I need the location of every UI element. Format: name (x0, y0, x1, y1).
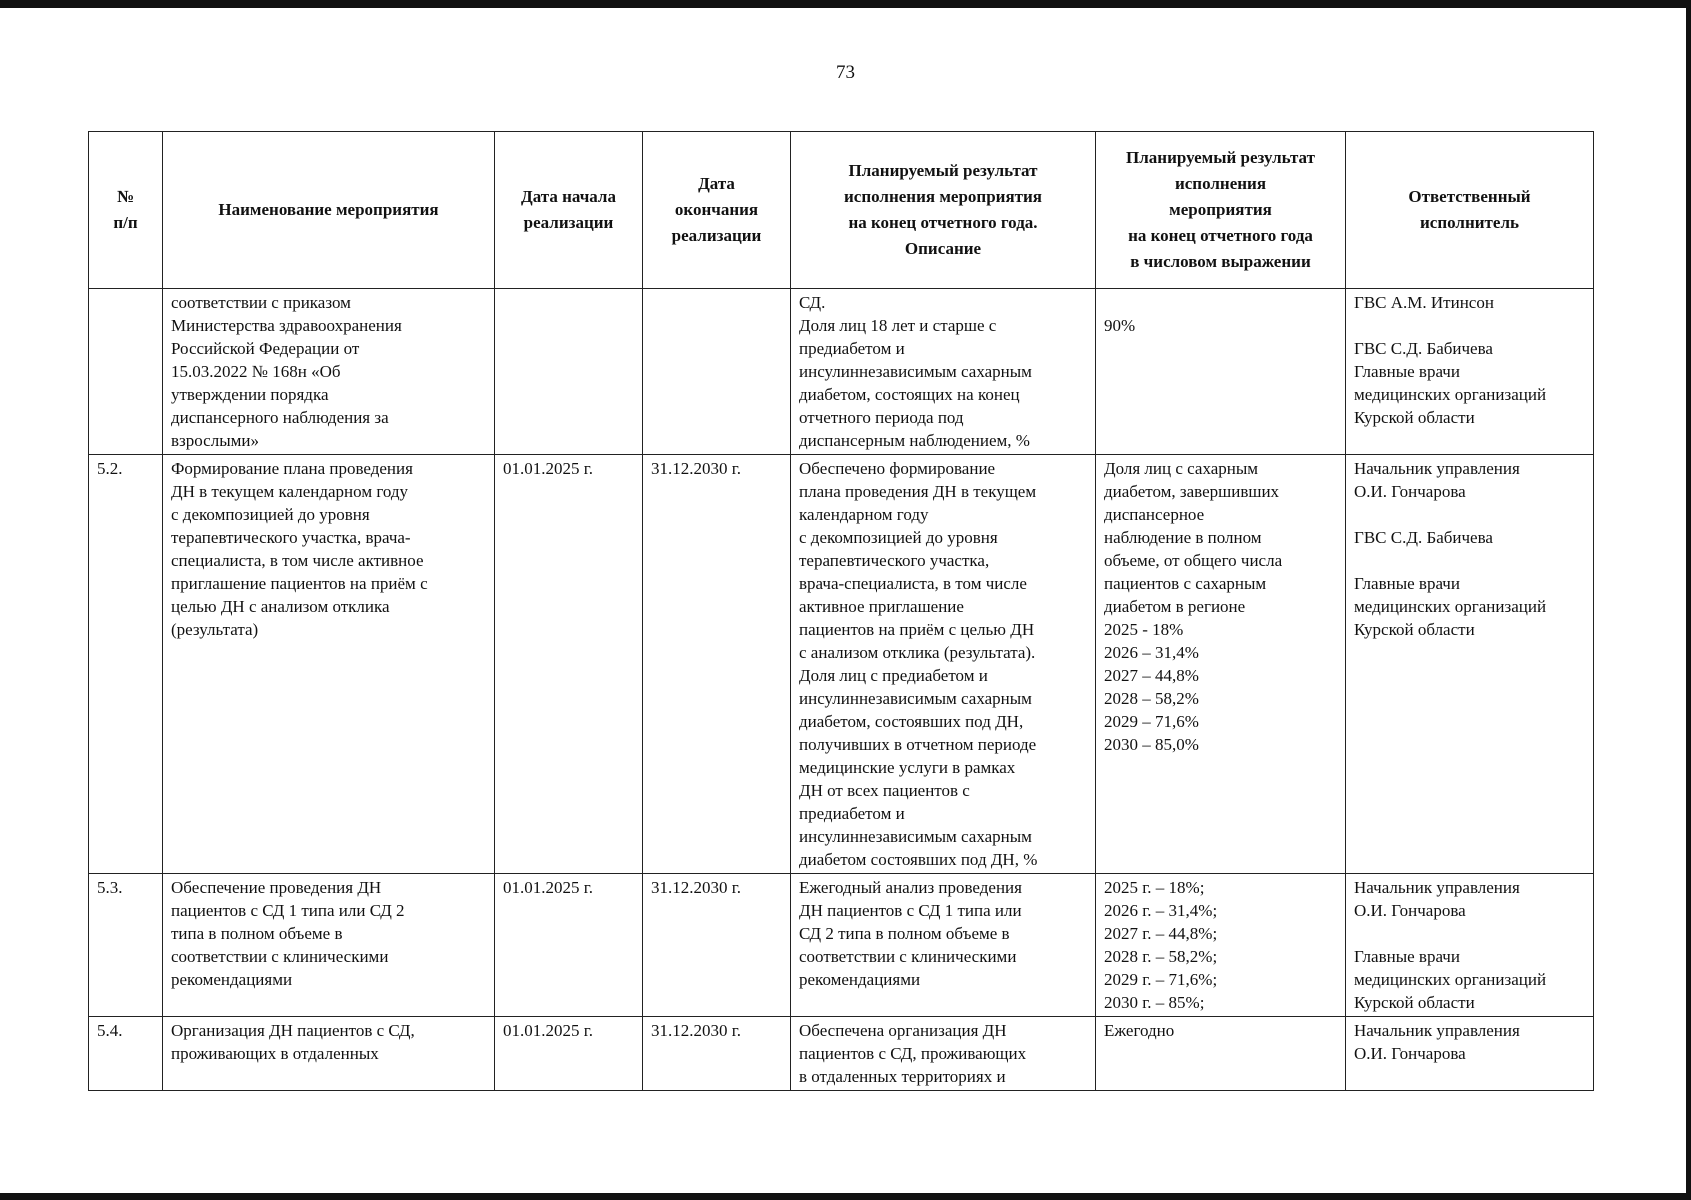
cell-text-line: терапевтического участка, (799, 551, 990, 570)
cell-text-line: Главные врачи (1354, 574, 1460, 593)
cell-text-line: в отдаленных территориях и (799, 1067, 1006, 1086)
cell-end-date: 31.12.2030 г. (643, 874, 791, 1017)
cell-text-line: СД 2 типа в полном объеме в (799, 924, 1010, 943)
cell-text-line: рекомендациями (799, 970, 921, 989)
cell-result-numeric (1096, 289, 1346, 455)
cell-text-line: ГВС С.Д. Бабичева (1354, 339, 1493, 358)
cell-text-line: соответствии с клиническими (799, 947, 1017, 966)
cell-result-numeric (1096, 874, 1346, 1017)
cell-text-line: О.И. Гончарова (1354, 482, 1466, 501)
cell-text-line: ДН в текущем календарном году (171, 482, 409, 501)
cell-text-line: Начальник управления (1354, 459, 1520, 478)
cell-text-line: соответствии с приказом (171, 293, 351, 312)
cell-text-line: пациентов с СД, проживающих (799, 1044, 1027, 1063)
cell-text-line: инсулиннезависимым сахарным (799, 827, 1032, 846)
header-end-date: Дата окончания реализации (643, 132, 791, 289)
table-header-row (89, 132, 1594, 289)
cell-responsible (1346, 1017, 1594, 1091)
cell-text-line: 2030 г. – 85%; (1104, 993, 1205, 1012)
cell-text-line: медицинских организаций (1354, 970, 1547, 989)
cell-text-line: СД. (799, 293, 826, 312)
header-start-date: Дата начала реализации (495, 132, 643, 289)
cell-text-line: 2030 – 85,0% (1104, 735, 1199, 754)
cell-number (89, 289, 163, 455)
cell-text-line: целью ДН с анализом отклика (171, 597, 390, 616)
cell-text-line (1354, 314, 1585, 337)
cell-text-line: 15.03.2022 № 168н «Об (171, 362, 341, 381)
cell-text-line: терапевтического участка, врача- (171, 528, 411, 547)
cell-text-line: 2026 – 31,4% (1104, 643, 1199, 662)
cell-text-line: ДН пациентов с СД 1 типа или (799, 901, 1022, 920)
cell-start-date (495, 289, 643, 455)
cell-number: 5.4. (89, 1017, 163, 1091)
cell-text-line: Российской Федерации от (171, 339, 360, 358)
cell-text-line: Формирование плана проведения (171, 459, 413, 478)
cell-text-line: О.И. Гончарова (1354, 1044, 1466, 1063)
cell-text-line: врача-специалиста, в том числе (799, 574, 1027, 593)
cell-text-line: Обеспечена организация ДН (799, 1021, 1007, 1040)
cell-end-date: 31.12.2030 г. (643, 455, 791, 874)
cell-text-line: Ежегодно (1104, 1021, 1175, 1040)
table-row (89, 874, 1594, 1017)
cell-text-line: инсулиннезависимым сахарным (799, 362, 1032, 381)
cell-text-line: приглашение пациентов на приём с (171, 574, 428, 593)
cell-text-line: диабетом, завершивших (1104, 482, 1280, 501)
cell-text-line: 2028 г. – 58,2%; (1104, 947, 1218, 966)
cell-text-line: с декомпозицией до уровня (171, 505, 370, 524)
cell-end-date: 31.12.2030 г. (643, 1017, 791, 1091)
cell-text-line: диабетом, состоящих на конец (799, 385, 1020, 404)
cell-number: 5.2. (89, 455, 163, 874)
cell-start-date: 01.01.2025 г. (495, 1017, 643, 1091)
cell-result-description (791, 874, 1096, 1017)
cell-text-line: утверждении порядка (171, 385, 329, 404)
activity-plan-table (88, 131, 1594, 1091)
cell-text-line: медицинские услуги в рамках (799, 758, 1016, 777)
cell-text-line: медицинских организаций (1354, 597, 1547, 616)
cell-text-line: 2027 – 44,8% (1104, 666, 1199, 685)
cell-text-line (1354, 503, 1585, 526)
cell-text-line: 2028 – 58,2% (1104, 689, 1199, 708)
cell-text-line: 2025 г. – 18%; (1104, 878, 1205, 897)
cell-text-line: объеме, от общего числа (1104, 551, 1283, 570)
cell-text-line: календарном году (799, 505, 929, 524)
header-result-description: Планируемый результат исполнения мероприятия на конец отчетного года. Описание (791, 132, 1096, 289)
cell-text-line: 2026 г. – 31,4%; (1104, 901, 1218, 920)
cell-start-date: 01.01.2025 г. (495, 455, 643, 874)
cell-text-line: Курской области (1354, 408, 1475, 427)
cell-result-description (791, 1017, 1096, 1091)
cell-text-line: пациентов на приём с целью ДН (799, 620, 1035, 639)
cell-text-line (1354, 922, 1585, 945)
cell-text-line: диспансерного наблюдения за (171, 408, 389, 427)
scan-border-top (0, 0, 1691, 8)
cell-text-line: медицинских организаций (1354, 385, 1547, 404)
cell-result-description (791, 455, 1096, 874)
cell-text-line: активное приглашение (799, 597, 964, 616)
cell-text-line: 2027 г. – 44,8%; (1104, 924, 1218, 943)
cell-text-line: Министерства здравоохранения (171, 316, 402, 335)
cell-text-line: Обеспечено формирование (799, 459, 996, 478)
cell-text-line: ГВС А.М. Итинсон (1354, 293, 1494, 312)
cell-activity-name (163, 289, 495, 455)
header-activity-name: Наименование мероприятия (163, 132, 495, 289)
cell-number: 5.3. (89, 874, 163, 1017)
cell-result-numeric (1096, 1017, 1346, 1091)
table-row (89, 289, 1594, 455)
cell-text-line: (результата) (171, 620, 259, 639)
cell-activity-name (163, 455, 495, 874)
header-number: № п/п (89, 132, 163, 289)
cell-text-line: наблюдение в полном (1104, 528, 1262, 547)
cell-activity-name (163, 874, 495, 1017)
cell-text-line: с декомпозицией до уровня (799, 528, 998, 547)
table-row (89, 1017, 1594, 1091)
cell-result-numeric (1096, 455, 1346, 874)
cell-text-line: предиабетом и (799, 804, 905, 823)
page-number: 73 (836, 62, 855, 83)
cell-text-line: 2029 – 71,6% (1104, 712, 1199, 731)
cell-text-line: Начальник управления (1354, 878, 1520, 897)
cell-text-line: диспансерным наблюдением, % (799, 431, 1030, 450)
cell-text-line: Курской области (1354, 620, 1475, 639)
cell-text-line: ДН от всех пациентов с (799, 781, 970, 800)
cell-text-line: специалиста, в том числе активное (171, 551, 424, 570)
cell-text-line: Курской области (1354, 993, 1475, 1012)
cell-text-line (1354, 549, 1585, 572)
cell-text-line: Начальник управления (1354, 1021, 1520, 1040)
header-result-numeric: Планируемый результат исполнения мероприятия на конец отчетного года в числовом выражении (1096, 132, 1346, 289)
cell-text-line: ГВС С.Д. Бабичева (1354, 528, 1493, 547)
cell-activity-name (163, 1017, 495, 1091)
cell-text-line (1104, 291, 1337, 314)
cell-text-line: с анализом отклика (результата). (799, 643, 1036, 662)
cell-text-line: взрослыми» (171, 431, 259, 450)
cell-text-line: диабетом, состоявших под ДН, (799, 712, 1024, 731)
cell-text-line: 2025 - 18% (1104, 620, 1184, 639)
cell-text-line: инсулиннезависимым сахарным (799, 689, 1032, 708)
cell-text-line: типа в полном объеме в (171, 924, 343, 943)
cell-responsible (1346, 289, 1594, 455)
cell-text-line: Главные врачи (1354, 947, 1460, 966)
cell-text-line: Доля лиц с сахарным (1104, 459, 1259, 478)
cell-text-line: соответствии с клиническими (171, 947, 389, 966)
cell-responsible (1346, 455, 1594, 874)
cell-text-line: рекомендациями (171, 970, 293, 989)
cell-text-line: Обеспечение проведения ДН (171, 878, 382, 897)
cell-text-line: Главные врачи (1354, 362, 1460, 381)
cell-text-line: плана проведения ДН в текущем (799, 482, 1037, 501)
cell-responsible (1346, 874, 1594, 1017)
cell-text-line: получивших в отчетном периоде (799, 735, 1037, 754)
cell-result-description (791, 289, 1096, 455)
cell-text-line: пациентов с сахарным (1104, 574, 1267, 593)
scan-border-right (1686, 0, 1691, 1200)
cell-text-line: отчетного периода под (799, 408, 964, 427)
cell-text-line: предиабетом и (799, 339, 905, 358)
cell-text-line: Ежегодный анализ проведения (799, 878, 1022, 897)
table-row (89, 455, 1594, 874)
cell-text-line: пациентов с СД 1 типа или СД 2 (171, 901, 405, 920)
cell-text-line: Доля лиц 18 лет и старше с (799, 316, 997, 335)
cell-text-line: Организация ДН пациентов с СД, (171, 1021, 415, 1040)
cell-text-line: диспансерное (1104, 505, 1205, 524)
cell-end-date (643, 289, 791, 455)
header-responsible: Ответственный исполнитель (1346, 132, 1594, 289)
scan-border-bottom (0, 1193, 1691, 1200)
cell-text-line: проживающих в отдаленных (171, 1044, 379, 1063)
cell-text-line: 90% (1104, 316, 1136, 335)
cell-start-date: 01.01.2025 г. (495, 874, 643, 1017)
cell-text-line: Доля лиц с предиабетом и (799, 666, 988, 685)
cell-text-line: диабетом в регионе (1104, 597, 1246, 616)
cell-text-line: О.И. Гончарова (1354, 901, 1466, 920)
cell-text-line: 2029 г. – 71,6%; (1104, 970, 1218, 989)
cell-text-line: диабетом состоявших под ДН, % (799, 850, 1038, 869)
